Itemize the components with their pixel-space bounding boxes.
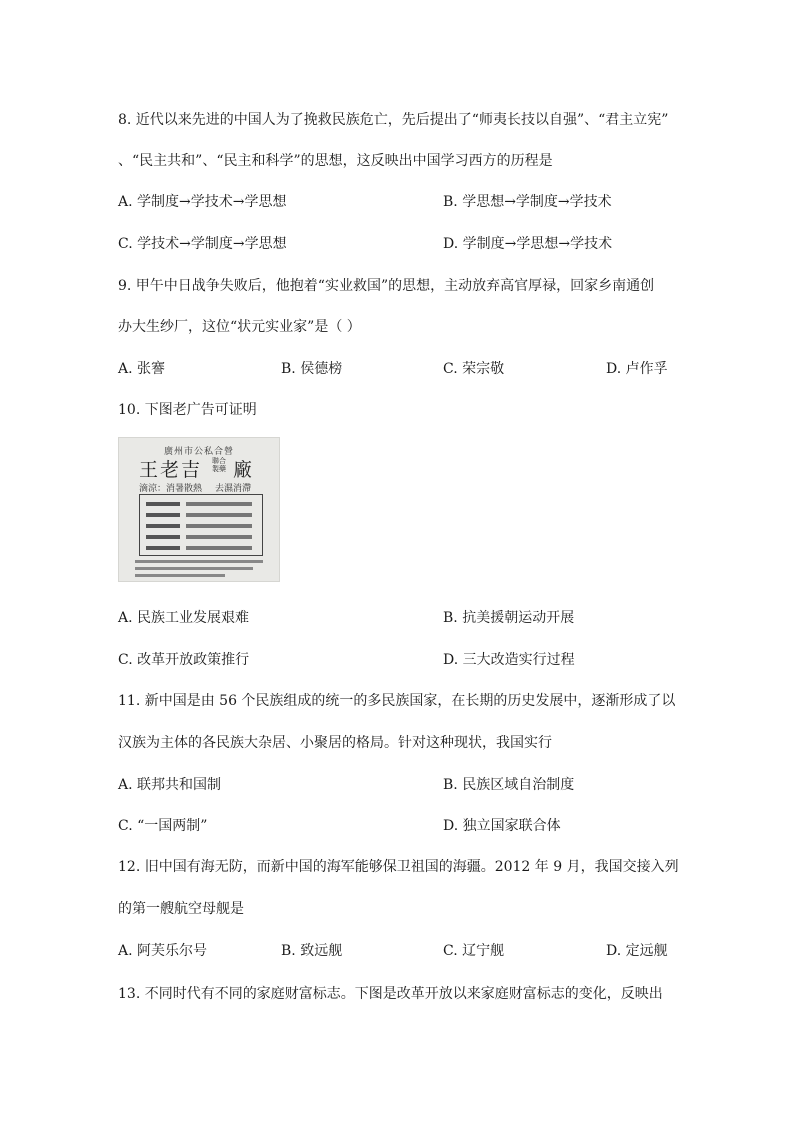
old-advertisement-image: [118, 437, 280, 582]
ad-footer-line: [135, 574, 225, 577]
q8-option-b: B. 学思想→学制度→学技术: [443, 194, 612, 210]
q8-option-a: A. 学制度→学技术→学思想: [118, 194, 287, 210]
ad-box-row: [186, 513, 252, 517]
q9-option-c: C. 荣宗敬: [443, 361, 505, 377]
ad-box-row: [146, 524, 180, 528]
ad-address-box: [139, 494, 263, 556]
q12-option-d: D. 定远舰: [606, 943, 668, 959]
q9-stem-line1: 9. 甲午中日战争失败后，他抱着“实业救国”的思想，主动放弃高官厚禄，回家乡南通创: [118, 278, 655, 294]
q10-option-d: D. 三大改造实行过程: [443, 652, 575, 668]
ad-slogan: 滴涼：消暑散熱: [139, 484, 203, 494]
q10-option-a: A. 民族工业发展艰难: [118, 610, 250, 626]
q9-option-d: D. 卢作孚: [606, 361, 668, 377]
q8-option-d: D. 学制度→学思想→学技术: [443, 236, 613, 252]
q9-stem-line2: 办大生纱厂，这位“状元实业家”是（ ）: [118, 319, 361, 335]
q10-stem: 10. 下图老广告可证明: [118, 402, 257, 418]
q12-stem-line2: 的第一艘航空母舰是: [118, 901, 244, 917]
ad-slogan-2: 去濕消滯: [215, 484, 252, 494]
q11-stem-line2: 汉族为主体的各民族大杂居、小聚居的格局。针对这种现状，我国实行: [118, 735, 552, 751]
q12-option-a: A. 阿芙乐尔号: [118, 943, 208, 959]
ad-box-row: [146, 513, 180, 517]
q10-option-c: C. 改革开放政策推行: [118, 652, 250, 668]
q11-option-b: B. 民族区域自治制度: [443, 777, 575, 793]
q11-option-c: C. “一国两制”: [118, 818, 208, 834]
ad-box-row: [186, 524, 252, 528]
ad-footer-line: [135, 567, 253, 570]
q11-stem-line1: 11. 新中国是由 56 个民族组成的统一的多民族国家，在长期的历史发展中，逐渐形成了以: [118, 693, 676, 709]
ad-brand-sub: 聯合製藥: [212, 457, 226, 473]
ad-box-row: [186, 546, 252, 550]
q11-option-a: A. 联邦共和国制: [118, 777, 222, 793]
q10-option-b: B. 抗美援朝运动开展: [443, 610, 575, 626]
ad-box-row: [146, 546, 180, 550]
q8-stem-line1: 8. 近代以来先进的中国人为了挽救民族危亡，先后提出了“师夷长技以自强”、“君主立宪”: [118, 112, 669, 128]
ad-box-row: [186, 535, 252, 539]
q12-option-c: C. 辽宁舰: [443, 943, 505, 959]
q11-option-d: D. 独立国家联合体: [443, 818, 561, 834]
ad-brand: 王老吉: [139, 459, 203, 481]
ad-footer-line: [135, 560, 263, 563]
ad-box-row: [146, 535, 180, 539]
ad-box-row: [146, 502, 180, 506]
ad-brand-end: 廠: [233, 459, 253, 481]
q12-option-b: B. 致远舰: [281, 943, 343, 959]
q9-option-b: B. 侯德榜: [281, 361, 343, 377]
ad-top-line: 廣州市公私合營: [163, 447, 234, 457]
ad-box-row: [186, 502, 252, 506]
q8-stem-line2: 、“民主共和”、“民主和科学”的思想，这反映出中国学习西方的历程是: [118, 153, 553, 169]
q8-option-c: C. 学技术→学制度→学思想: [118, 236, 287, 252]
q9-option-a: A. 张謇: [118, 361, 166, 377]
q13-stem-line1: 13. 不同时代有不同的家庭财富标志。下图是改革开放以来家庭财富标志的变化，反映出: [118, 986, 663, 1002]
q12-stem-line1: 12. 旧中国有海无防，而新中国的海军能够保卫祖国的海疆。2012 年 9 月，我国交接入列: [118, 859, 679, 875]
